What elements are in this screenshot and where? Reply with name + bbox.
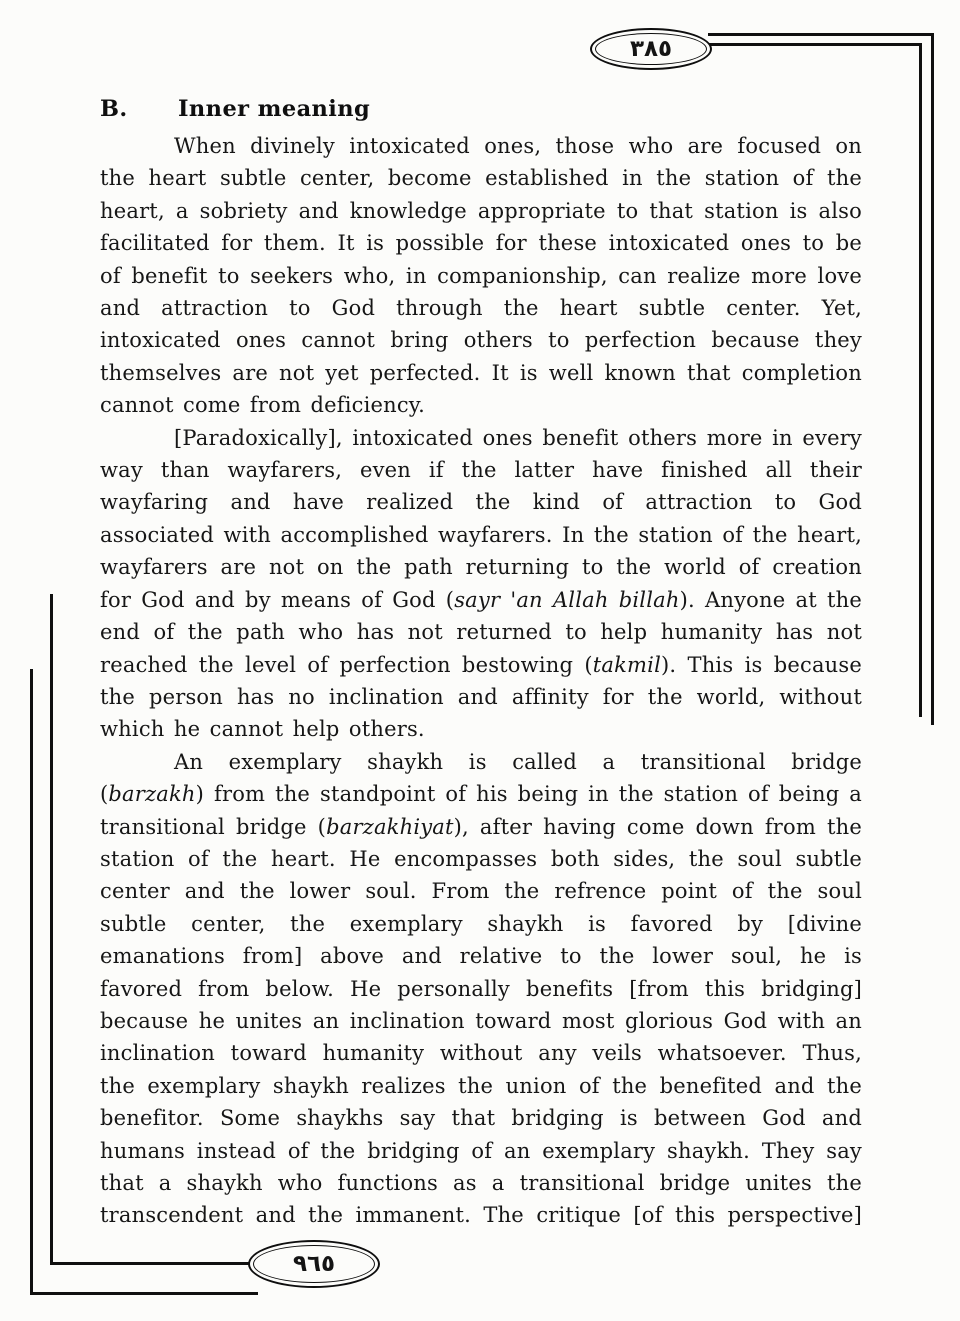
text-run: When divinely intoxicated ones, those who are focused on the heart subtle center, become established in the station of the heart, a sobriety and knowledge appropriate to that station is also facilitated for them. It is possible for these intoxicated ones to be of benefit to seekers who, in companionship, can realize more love and attraction to God through the heart subtle center. Yet, intoxicated ones cannot bring others to perfection because they themselves are not yet perfected. It is well known that completion cannot come from deficiency. (100, 134, 862, 418)
page-number-bottom: ٩٦٥ (292, 1250, 336, 1277)
page-number-badge-bottom (248, 1240, 380, 1288)
italic-term: barzakhiyat (326, 814, 454, 839)
italic-term: sayr 'an Allah billah (454, 587, 680, 612)
border-bottom-outer (30, 1292, 258, 1295)
border-left-outer (30, 669, 33, 1295)
text-run: An exemplary shaykh is called a transitional bridge ( (100, 749, 862, 807)
section-heading (100, 96, 862, 122)
border-top-inner (708, 43, 921, 46)
border-right-inner (919, 43, 922, 717)
border-bottom-inner (50, 1262, 256, 1265)
text-run: [Paradoxically], intoxicated ones benefit others more in every way than wayfarers, even if the latter have finished all their wayfaring and have realized the kind of attraction to God associated with accomplished wayfarers. In the station of the heart, wayfarers are not on the path returning to the world of creation for God and by means of God ( (100, 425, 862, 612)
paragraphs (100, 130, 862, 1232)
page-number-top: ٣٨٥ (629, 35, 673, 62)
paragraph (100, 746, 862, 1232)
section-label: B. (100, 96, 128, 122)
border-right-outer (931, 33, 934, 725)
text-block (100, 96, 862, 1232)
section-title: Inner meaning (178, 96, 371, 122)
border-top-outer (708, 33, 934, 36)
text-run: ). Anyone at the end of the path who has not returned to help humanity has not reached the level of perfection bestowing ( (100, 587, 862, 677)
page-number-badge-top (590, 28, 712, 70)
text-run: ). This is because the person has no inclination and affinity for the world, without which he cannot help others. (100, 652, 862, 742)
italic-term: barzakh (108, 782, 196, 807)
italic-term: takmil (592, 652, 661, 677)
text-run: ) from the standpoint of his being in the station of being a transitional bridge ( (100, 782, 862, 839)
paragraph (100, 130, 862, 422)
text-run: ), after having come down from the station of the heart. He encompasses both sides, the soul subtle center and the lower soul. From the refrence point of the soul subtle center, the exemplary shaykh is favored by [divine emanations from] above and relative to the lower soul, he is favored from below. He personally benefits [from this bridging] because he unites an inclination toward most glorious God with an inclination toward humanity without any veils whatsoever. Thus, the exemplary shaykh realizes the union of the benefited and the benefitor. Some shaykhs say that bridging is between God and humans instead of the bridging of an exemplary shaykh. They say that a shaykh who functions as a transitional bridge unites the transcendent and the immanent. The critique [of this perspective] (100, 814, 862, 1228)
border-left-inner (50, 594, 53, 1264)
paragraph (100, 422, 862, 746)
